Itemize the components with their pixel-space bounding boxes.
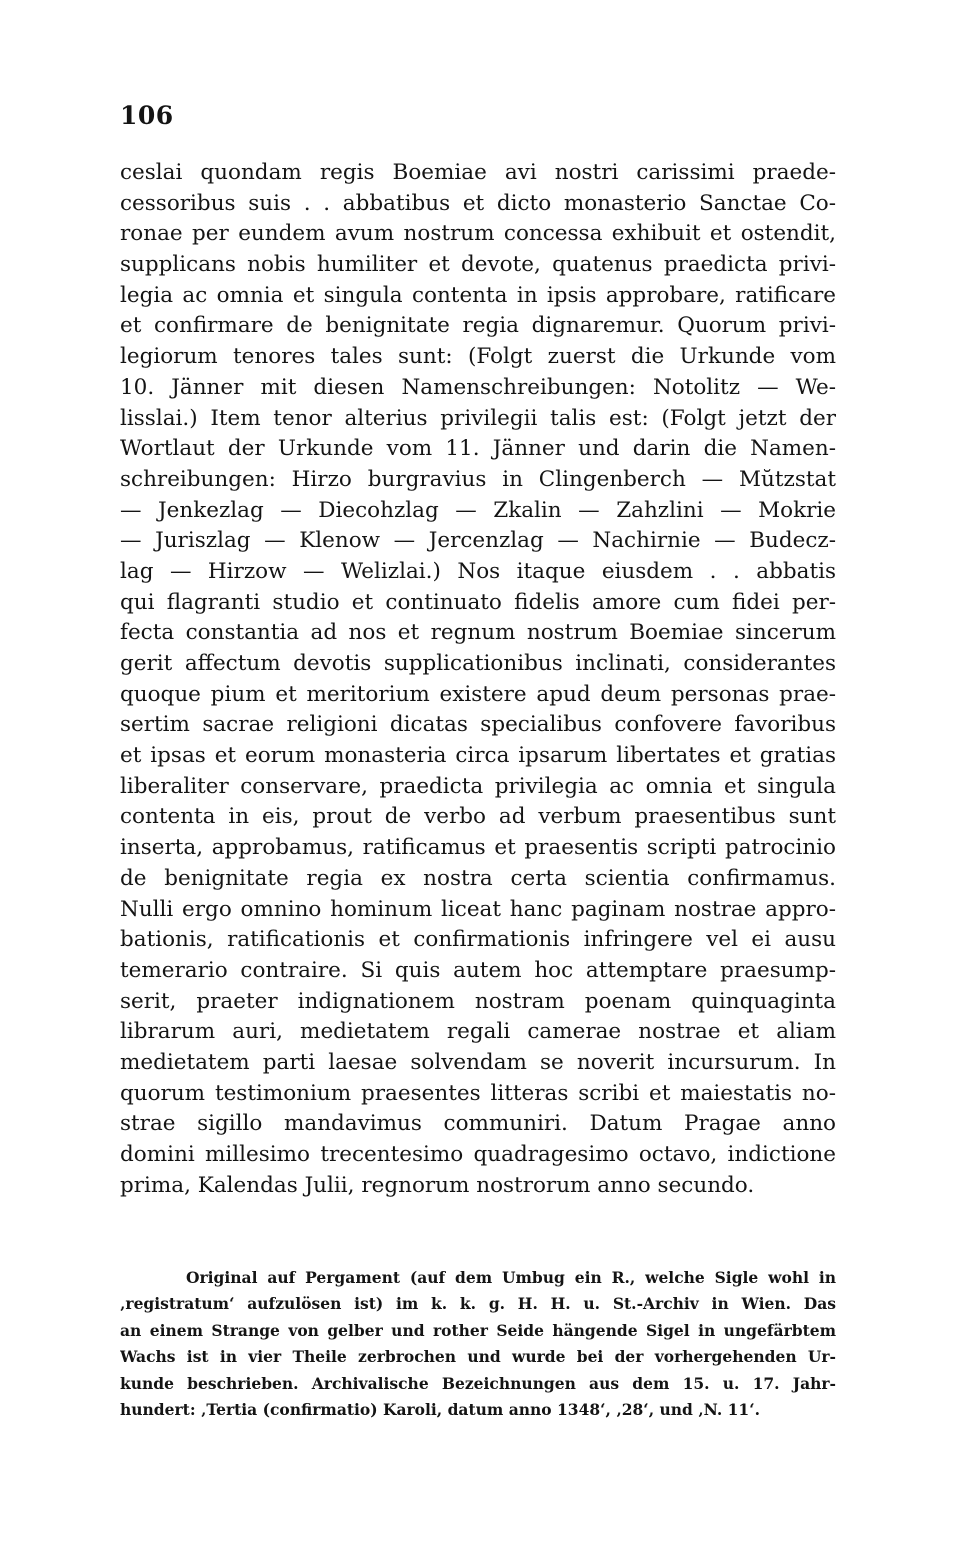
text-line: qui flagranti studio et continuato fidelis amore cum fidei per- [120, 589, 836, 615]
text-line: lag — Hirzow — Welizlai.) Nos itaque eiusdem . . abbatis [120, 558, 836, 584]
text-line: quorum testimonium praesentes litteras scribi et maiestatis no- [120, 1080, 836, 1106]
text-line: supplicans nobis humiliter et devote, quatenus praedicta privi- [120, 252, 836, 278]
footnote-line: Wachs ist in vier Theile zerbrochen und wurde bei der vorhergehenden Ur- [120, 1347, 836, 1367]
text-line: gerit affectum devotis supplicationibus inclinati, considerantes [120, 651, 836, 676]
text-line: prima, Kalendas Julii, regnorum nostrorum anno secundo. [120, 1172, 755, 1198]
text-line: medietatem parti laesae solvendam se noverit incursurum. In [120, 1049, 836, 1075]
footnote-line: hundert: ‚Tertia (confirmatio) Karoli, datum anno 1348‘, ‚28‘, und ‚N. 11‘. [120, 1399, 760, 1419]
text-line: Wortlaut der Urkunde vom 11. Jänner und darin die Namen- [120, 436, 836, 462]
text-line: ronae per eundem avum nostrum concessa exhibuit et ostendit, [120, 221, 836, 247]
text-line: ceslai quondam regis Boemiae avi nostri carissimi praede- [120, 160, 836, 185]
text-line: librarum auri, medietatem regali camerae nostrae et aliam [120, 1019, 836, 1045]
main-text [120, 158, 836, 1201]
text-line: quoque pium et meritorium existere apud deum personas prae- [120, 681, 836, 707]
page-number: 106 [120, 101, 174, 130]
text-line: Nulli ergo omnino hominum liceat hanc paginam nostrae appro- [120, 896, 836, 922]
text-line: de benignitate regia ex nostra certa scientia confirmamus. [120, 865, 836, 891]
text-line: — Jenkezlag — Diecohzlag — Zkalin — Zahzlini — Mokrie [120, 497, 836, 523]
text-line: 10. Jänner mit diesen Namenschreibungen: Notolitz — We- [120, 374, 836, 400]
text-line: et confirmare de benignitate regia dignaremur. Quorum privi- [120, 313, 836, 339]
footnote-line: an einem Strange von gelber und rother Seide hängende Sigel in ungefärbtem [120, 1320, 836, 1340]
text-line: — Juriszlag — Klenow — Jercenzlag — Nachirnie — Budecz- [120, 528, 836, 554]
text-line: inserta, approbamus, ratificamus et praesentis scripti patrocinio [120, 835, 836, 861]
footnote [120, 1265, 836, 1423]
text-line: schreibungen: Hirzo burgravius in Clingenberch — Mŭtzstat [120, 466, 836, 492]
text-line: temerario contraire. Si quis autem hoc attemptare praesump- [120, 957, 836, 983]
footnote-line: kunde beschrieben. Archivalische Bezeichnungen aus dem 15. u. 17. Jahr- [120, 1373, 836, 1393]
text-line: strae sigillo mandavimus communiri. Datum Pragae anno [120, 1111, 836, 1137]
text-line: serit, praeter indignationem nostram poenam quinquaginta [120, 988, 836, 1014]
text-line: bationis, ratificationis et confirmationis infringere vel ei ausu [120, 927, 836, 953]
text-line: sertim sacrae religioni dicatas specialibus confovere favoribus [120, 712, 836, 738]
text-line: fecta constantia ad nos et regnum nostrum Boemiae sincerum [120, 620, 836, 646]
text-line: contenta in eis, prout de verbo ad verbum praesentibus sunt [120, 804, 836, 830]
text-line: lisslai.) Item tenor alterius privilegii talis est: (Folgt jetzt der [120, 405, 836, 431]
footnote-line: ‚registratum‘ aufzulösen ist) im k. k. g. H. H. u. St.-Archiv in Wien. Das [120, 1294, 836, 1314]
footnote-line: Original auf Pergament (auf dem Umbug ein R., welche Sigle wohl in [186, 1268, 836, 1287]
text-line: liberaliter conservare, praedicta privilegia ac omnia et singula [120, 773, 836, 799]
text-line: legiorum tenores tales sunt: (Folgt zuerst die Urkunde vom [120, 344, 836, 370]
text-line: domini millesimo trecentesimo quadragesimo octavo, indictione [120, 1142, 836, 1167]
text-line: cessoribus suis . . abbatibus et dicto monasterio Sanctae Co- [120, 190, 836, 216]
text-line: legia ac omnia et singula contenta in ipsis approbare, ratificare [120, 282, 836, 308]
text-line: et ipsas et eorum monasteria circa ipsarum libertates et gratias [120, 743, 836, 769]
